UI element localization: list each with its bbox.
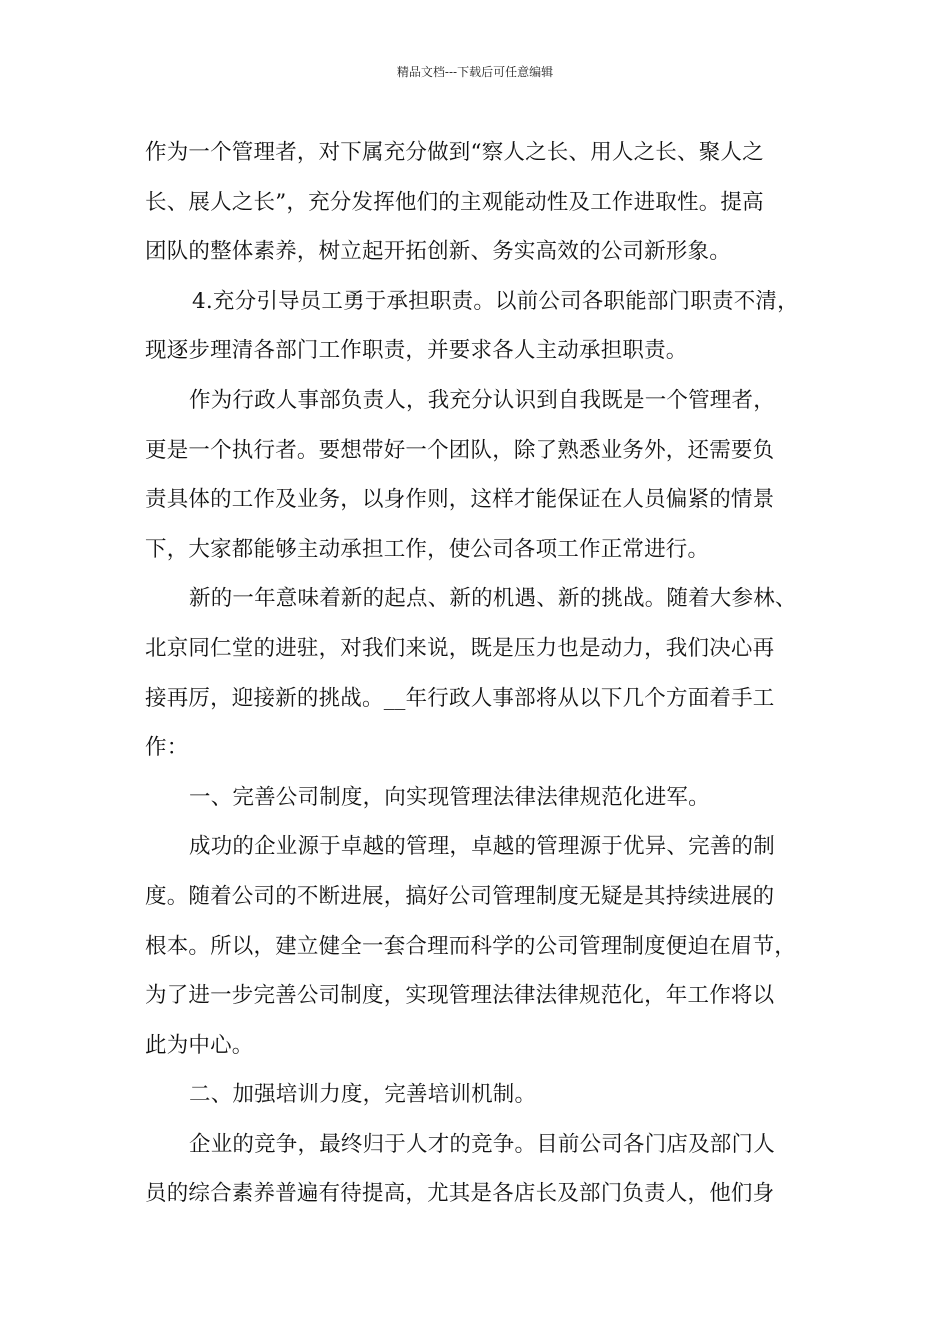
body-line: 作：: [145, 735, 189, 761]
page-header: 精品文档---下载后可任意编辑: [396, 65, 554, 79]
body-line: 作为一个管理者，对下属充分做到“察人之长、用人之长、聚人之: [145, 140, 764, 165]
body-line: 此为中心。: [145, 1032, 254, 1058]
body-line: 企业的竞争，最终归于人才的竞争。目前公司各门店及部门人: [189, 1131, 775, 1157]
section-heading: 一、完善公司制度，向实现管理法律法律规范化进军。: [189, 784, 710, 810]
body-line: 接再厉，迎接新的挑战。__年行政人事部将从以下几个方面着手工: [145, 685, 775, 711]
body-line: 度。随着公司的不断进展，搞好公司管理制度无疑是其持续进展的: [145, 883, 775, 909]
body-line: 成功的企业源于卓越的管理，卓越的管理源于优异、完善的制: [189, 834, 775, 860]
body-line: 现逐步理清各部门工作职责，并要求各人主动承担职责。: [145, 338, 688, 364]
body-line: 团队的整体素养，树立起开拓创新、务实高效的公司新形象。: [145, 239, 731, 265]
body-line: 为了进一步完善公司制度，实现管理法律法律规范化，年工作将以: [145, 983, 775, 1009]
body-line: 根本。所以，建立健全一套合理而科学的公司管理制度便迫在眉节，: [145, 933, 797, 959]
body-line: 员的综合素养普遍有待提高，尤其是各店长及部门负责人，他们身: [145, 1181, 775, 1207]
document-body: [145, 128, 805, 1219]
body-line: 作为行政人事部负责人，我充分认识到自我既是一个管理者，: [189, 387, 775, 413]
body-line: 新的一年意味着新的起点、新的机遇、新的挑战。随着大参林、: [189, 586, 797, 612]
section-heading: 二、加强培训力度，完善培训机制。: [189, 1082, 537, 1108]
body-line: 北京同仁堂的进驻，对我们来说，既是压力也是动力，我们决心再: [145, 635, 775, 661]
body-line: 4.充分引导员工勇于承担职责。以前公司各职能部门职责不清，: [192, 288, 799, 314]
body-line: 更是一个执行者。要想带好一个团队，除了熟悉业务外，还需要负: [145, 437, 775, 463]
body-line: 责具体的工作及业务，以身作则，这样才能保证在人员偏紧的情景: [145, 487, 775, 513]
body-line: 长、展人之长”，充分发挥他们的主观能动性及工作进取性。提高: [145, 189, 764, 215]
body-line: 下，大家都能够主动承担工作，使公司各项工作正常进行。: [145, 536, 710, 562]
